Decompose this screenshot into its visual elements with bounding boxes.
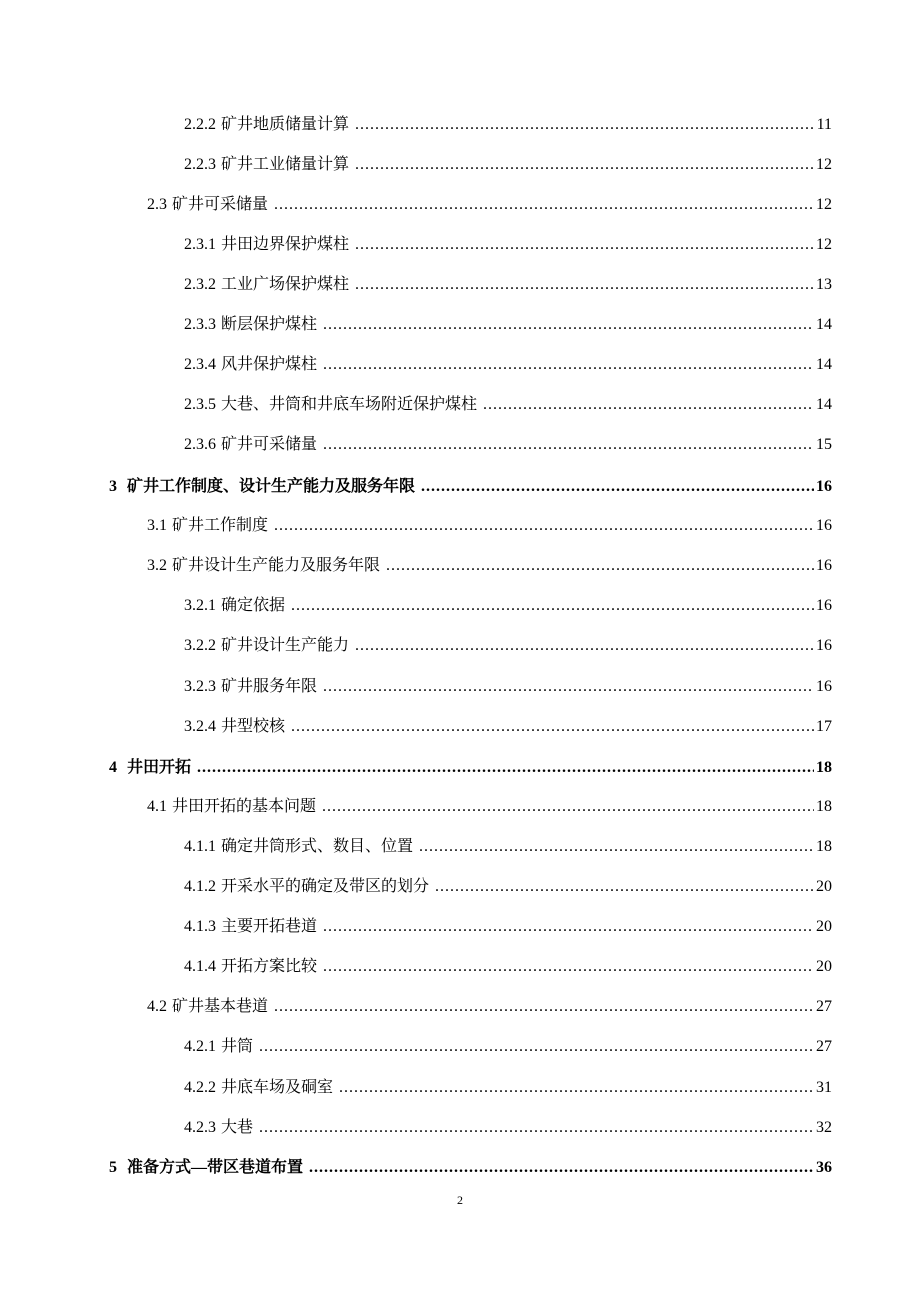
toc-entry-number: 4 xyxy=(109,759,117,776)
toc-entry-title: 井田开拓 xyxy=(127,759,192,776)
toc-entry-page: 20 xyxy=(816,958,832,975)
toc-chapter-entry[interactable] xyxy=(109,758,832,778)
dot-leader xyxy=(323,355,814,375)
toc-entry-title: 大巷、井筒和井底车场附近保护煤柱 xyxy=(221,396,478,413)
toc-entry[interactable] xyxy=(184,235,832,255)
toc-entry-number: 2.3.4 xyxy=(184,356,216,373)
toc-entry-page: 16 xyxy=(816,597,832,614)
dot-leader xyxy=(323,917,814,937)
toc-entry-page: 32 xyxy=(816,1119,832,1136)
dot-leader xyxy=(386,556,814,576)
toc-entry-page: 18 xyxy=(816,759,832,776)
toc-entry-number: 4.1.3 xyxy=(184,918,216,935)
toc-entry-page: 16 xyxy=(816,478,832,495)
toc-entry[interactable] xyxy=(184,837,832,857)
toc-entry-number: 4.2.3 xyxy=(184,1119,216,1136)
toc-entry-page: 14 xyxy=(816,316,832,333)
dot-leader xyxy=(291,596,814,616)
toc-entry[interactable] xyxy=(184,1037,832,1057)
toc-entry[interactable] xyxy=(184,395,832,415)
toc-entry-page: 15 xyxy=(816,436,832,453)
toc-entry-page: 17 xyxy=(816,718,832,735)
toc-entry-page: 13 xyxy=(816,276,832,293)
toc-entry-title: 确定依据 xyxy=(221,597,286,614)
toc-entry-number: 3.2.2 xyxy=(184,637,216,654)
toc-entry-title: 矿井工作制度、设计生产能力及服务年限 xyxy=(127,478,416,495)
toc-entry-page: 18 xyxy=(816,798,832,815)
toc-entry-title: 矿井基本巷道 xyxy=(172,998,269,1015)
toc-entry[interactable] xyxy=(184,917,832,937)
dot-leader xyxy=(355,115,815,135)
dot-leader xyxy=(483,395,814,415)
toc-entry[interactable] xyxy=(184,435,832,455)
toc-entry-number: 4.1 xyxy=(147,798,167,815)
toc-entry-title: 开采水平的确定及带区的划分 xyxy=(221,878,430,895)
toc-entry[interactable] xyxy=(147,997,832,1017)
toc-entry-title: 井田开拓的基本问题 xyxy=(172,798,317,815)
dot-leader xyxy=(309,1158,814,1178)
toc-entry-page: 12 xyxy=(816,196,832,213)
toc-entry[interactable] xyxy=(184,275,832,295)
toc-entry[interactable] xyxy=(184,1118,832,1138)
dot-leader xyxy=(355,275,814,295)
dot-leader xyxy=(323,957,814,977)
dot-leader xyxy=(355,235,814,255)
toc-entry-page: 12 xyxy=(816,236,832,253)
dot-leader xyxy=(355,155,814,175)
toc-entry-number: 3.2.1 xyxy=(184,597,216,614)
dot-leader xyxy=(355,636,814,656)
toc-entry-number: 3.2 xyxy=(147,557,167,574)
toc-entry-title: 开拓方案比较 xyxy=(221,958,318,975)
toc-entry-number: 3.1 xyxy=(147,517,167,534)
toc-entry-number: 2.3.1 xyxy=(184,236,216,253)
toc-entry-number: 2.2.3 xyxy=(184,156,216,173)
toc-entry-number: 3 xyxy=(109,478,117,495)
toc-entry-title: 井田边界保护煤柱 xyxy=(221,236,350,253)
dot-leader xyxy=(259,1118,814,1138)
toc-entry-title: 矿井服务年限 xyxy=(221,678,318,695)
toc-entry[interactable] xyxy=(184,636,832,656)
toc-entry-title: 大巷 xyxy=(221,1119,254,1136)
toc-entry-page: 36 xyxy=(816,1159,832,1176)
toc-entry-number: 2.3.6 xyxy=(184,436,216,453)
toc-entry-page: 14 xyxy=(816,396,832,413)
toc-entry[interactable] xyxy=(184,677,832,697)
toc-entry-page: 14 xyxy=(816,356,832,373)
toc-entry[interactable] xyxy=(184,315,832,335)
dot-leader xyxy=(421,477,814,497)
dot-leader xyxy=(339,1078,814,1098)
toc-entry[interactable] xyxy=(184,355,832,375)
dot-leader xyxy=(322,797,814,817)
toc-entry[interactable] xyxy=(184,596,832,616)
toc-entry-title: 断层保护煤柱 xyxy=(221,316,318,333)
toc-entry-title: 矿井可采储量 xyxy=(221,436,318,453)
toc-entry-page: 16 xyxy=(816,557,832,574)
toc-entry-title: 确定井筒形式、数目、位置 xyxy=(221,838,414,855)
toc-entry-page: 27 xyxy=(816,1038,832,1055)
toc-entry[interactable] xyxy=(147,556,832,576)
toc-entry-title: 矿井设计生产能力及服务年限 xyxy=(172,557,381,574)
toc-entry-page: 11 xyxy=(816,116,832,133)
toc-entry-number: 4.1.4 xyxy=(184,958,216,975)
dot-leader xyxy=(259,1037,814,1057)
toc-entry-number: 2.2.2 xyxy=(184,116,216,133)
toc-chapter-entry[interactable] xyxy=(109,477,832,497)
toc-entry[interactable] xyxy=(184,877,832,897)
toc-chapter-entry[interactable] xyxy=(109,1158,832,1178)
toc-entry-number: 5 xyxy=(109,1159,117,1176)
page-number: 2 xyxy=(457,1193,463,1207)
toc-entry-page: 12 xyxy=(816,156,832,173)
toc-entry[interactable] xyxy=(184,1078,832,1098)
toc-entry-title: 矿井工作制度 xyxy=(172,517,269,534)
toc-entry-title: 矿井可采储量 xyxy=(172,196,269,213)
toc-entry-title: 矿井工业储量计算 xyxy=(221,156,350,173)
toc-entry[interactable] xyxy=(184,155,832,175)
toc-entry-number: 3.2.4 xyxy=(184,718,216,735)
toc-entry-number: 2.3 xyxy=(147,196,167,213)
toc-entry-number: 4.2.2 xyxy=(184,1079,216,1096)
dot-leader xyxy=(274,195,814,215)
toc-entry-title: 风井保护煤柱 xyxy=(221,356,318,373)
toc-entry-page: 18 xyxy=(816,838,832,855)
toc-entry-title: 工业广场保护煤柱 xyxy=(221,276,350,293)
toc-entry-title: 矿井设计生产能力 xyxy=(221,637,350,654)
toc-entry-title: 井筒 xyxy=(221,1038,254,1055)
toc-entry[interactable] xyxy=(147,195,832,215)
toc-entry-page: 27 xyxy=(816,998,832,1015)
toc-entry-number: 4.1.2 xyxy=(184,878,216,895)
dot-leader xyxy=(323,435,814,455)
toc-entry-page: 20 xyxy=(816,918,832,935)
toc-entry-page: 20 xyxy=(816,878,832,895)
toc-entry-number: 2.3.5 xyxy=(184,396,216,413)
toc-entry-number: 2.3.3 xyxy=(184,316,216,333)
dot-leader xyxy=(274,997,814,1017)
dot-leader xyxy=(323,677,814,697)
toc-entry-number: 3.2.3 xyxy=(184,678,216,695)
toc-entry-number: 4.2 xyxy=(147,998,167,1015)
toc-entry-page: 16 xyxy=(816,678,832,695)
toc-entry[interactable] xyxy=(184,957,832,977)
toc-entry-page: 31 xyxy=(816,1079,832,1096)
toc-entry-title: 主要开拓巷道 xyxy=(221,918,318,935)
dot-leader xyxy=(323,315,814,335)
toc-entry-number: 4.1.1 xyxy=(184,838,216,855)
toc-entry-page: 16 xyxy=(816,517,832,534)
toc-entry-number: 4.2.1 xyxy=(184,1038,216,1055)
dot-leader xyxy=(419,837,814,857)
toc-entry-title: 准备方式—带区巷道布置 xyxy=(127,1159,304,1176)
toc-entry-title: 井底车场及硐室 xyxy=(221,1079,334,1096)
toc-entry[interactable] xyxy=(147,516,832,536)
toc-entry-title: 井型校核 xyxy=(221,718,286,735)
toc-entry[interactable] xyxy=(184,115,832,135)
dot-leader xyxy=(274,516,814,536)
toc-entry-page: 16 xyxy=(816,637,832,654)
dot-leader xyxy=(291,717,814,737)
toc-entry-title: 矿井地质储量计算 xyxy=(221,116,350,133)
dot-leader xyxy=(435,877,814,897)
toc-entry-number: 2.3.2 xyxy=(184,276,216,293)
toc-entry[interactable] xyxy=(184,717,832,737)
toc-entry[interactable] xyxy=(147,797,832,817)
dot-leader xyxy=(197,758,814,778)
